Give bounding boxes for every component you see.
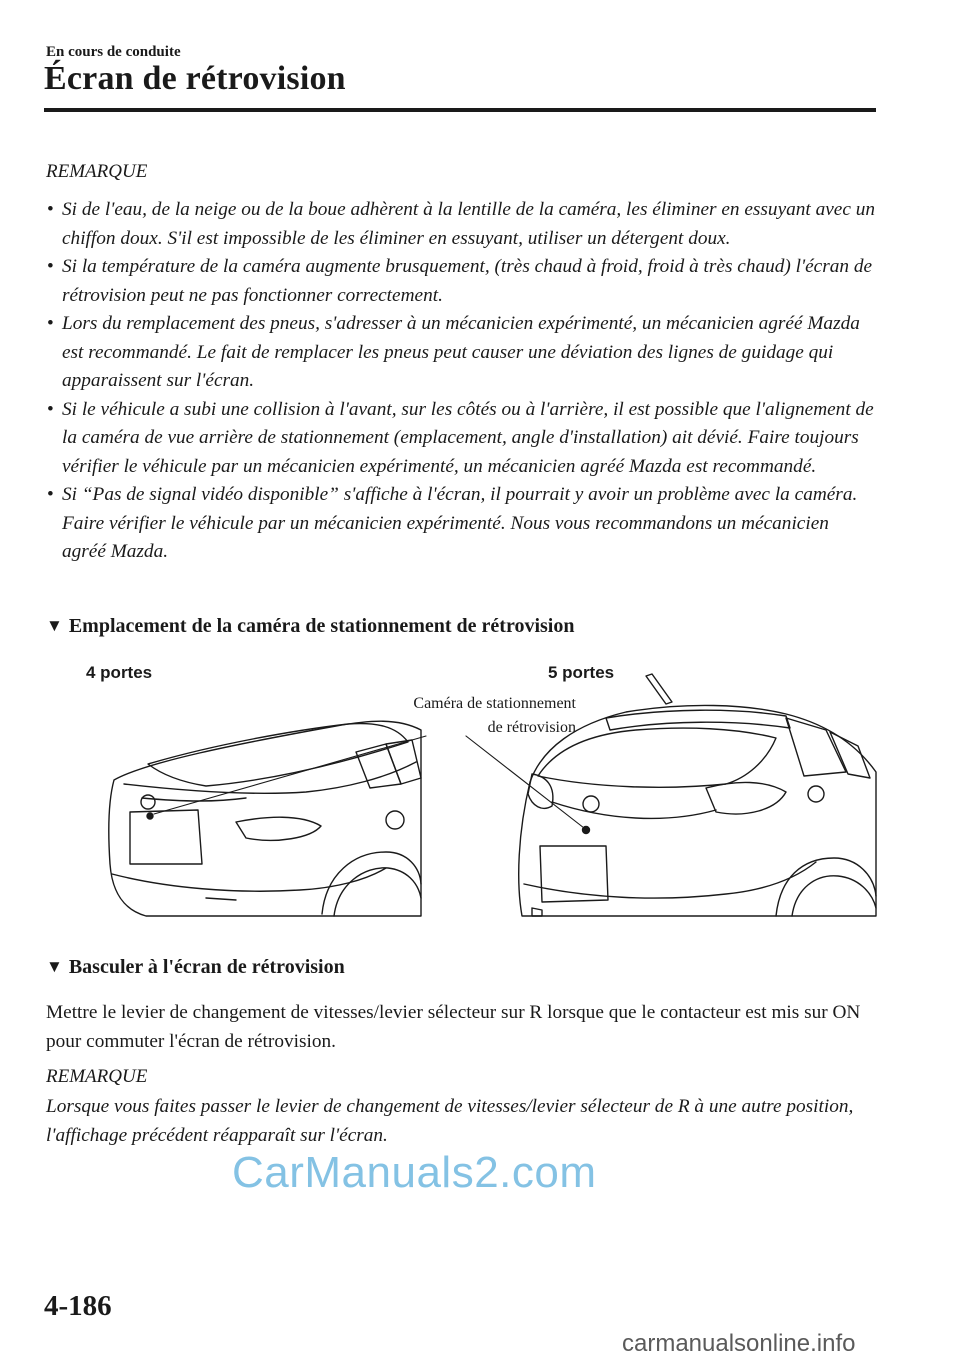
sedan-rear-window — [148, 724, 408, 786]
note-item-text: Lors du remplacement des pneus, s'adresser à un mécanicien expérimenté, un mécanicien agréé Mazda est recommandé. Le fait de remplacer les pneus peut causer une déviation des lignes de guidage qui apparaissent sur l'écran. — [62, 313, 860, 391]
camera-location-figure — [86, 652, 886, 940]
bullet-icon: • — [47, 313, 54, 334]
note-heading: REMARQUE — [46, 1066, 148, 1087]
note-item — [46, 396, 876, 482]
sedan-plate-recess — [130, 810, 202, 864]
sedan-rear-wheel — [334, 868, 421, 916]
note-list — [46, 196, 876, 567]
hatch-rear-window — [538, 728, 776, 787]
note-item — [46, 310, 876, 396]
hatch-fuel-door — [808, 786, 824, 802]
sedan-fuel-door — [386, 811, 404, 829]
sedan-taillight — [236, 817, 321, 840]
triangle-down-icon: ▼ — [46, 957, 63, 976]
note-item — [46, 481, 876, 567]
bullet-icon: • — [47, 256, 54, 277]
section-label: En cours de conduite — [46, 44, 181, 60]
page-number: 4-186 — [44, 1290, 112, 1322]
note-text: Lorsque vous faites passer le levier de changement de vitesses/levier sélecteur de R à une autre position, l'affichage précédent réapparaît sur l'écran. — [46, 1096, 854, 1146]
hatch-right-taillight — [706, 782, 786, 814]
section-heading-text: Basculer à l'écran de rétrovision — [68, 956, 345, 978]
callout-label-line-2: de rétrovision — [487, 719, 576, 736]
note-item — [46, 196, 876, 253]
hatch-emblem — [583, 796, 599, 812]
note-item-text: Si le véhicule a subi une collision à l'avant, sur les côtés ou à l'arrière, il est possible que l'alignement de la caméra de vue arrière de stationnement (emplacement, angle d'installation) ait dévié. Faire toujours vérifier le véhicule par un mécanicien expérimenté, un mécanicien agréé Mazda est recommandé. — [62, 398, 874, 477]
hatch-antenna — [646, 674, 672, 704]
hatch-rear-wheel-arch — [776, 858, 876, 916]
triangle-down-icon: ▼ — [46, 616, 63, 635]
watermark: CarManuals2.com — [232, 1148, 597, 1197]
section-heading-camera-location — [46, 615, 574, 638]
figure-label-4-portes: 4 portes — [86, 663, 153, 682]
section-heading-switch-screen — [46, 956, 345, 979]
note-heading: REMARQUE — [46, 161, 148, 182]
bullet-icon: • — [47, 199, 54, 220]
title-divider — [44, 108, 876, 112]
hatch-bumper — [524, 862, 816, 898]
note-item — [46, 253, 876, 310]
callout-label-line-1: Caméra de stationnement — [413, 695, 576, 712]
hatch-exhaust — [532, 908, 542, 916]
sedan-camera — [147, 813, 153, 819]
hatch-side-window-2 — [830, 732, 870, 778]
hatch-roof-spoiler — [606, 710, 790, 730]
switch-screen-body: Mettre le levier de changement de vitesses/levier sélecteur sur R lorsque que le contacteur est mis sur ON pour commuter l'écran de rétrovision. — [46, 1002, 861, 1052]
note-item-text: Si la température de la caméra augmente brusquement, (très chaud à froid, froid à très chaud) l'écran de rétrovision peut ne pas fonctionner correctement. — [62, 256, 873, 306]
section-heading-text: Emplacement de la caméra de stationnement de rétrovision — [68, 615, 575, 637]
figure-label-5-portes: 5 portes — [548, 663, 615, 682]
hatch-body — [519, 705, 876, 916]
hatch-rear-wheel — [792, 876, 876, 916]
bullet-icon: • — [47, 398, 54, 420]
sedan-spoiler — [142, 798, 246, 801]
sedan-emblem — [141, 795, 155, 809]
sedan-reflector — [206, 898, 236, 900]
footer-site-watermark: carmanualsonline.info — [622, 1330, 856, 1357]
bullet-icon: • — [47, 484, 54, 505]
page-title: Écran de rétrovision — [44, 60, 346, 97]
note-item-text: Si de l'eau, de la neige ou de la boue adhèrent à la lentille de la caméra, les éliminer en essuyant avec un chiffon doux. S'il est impossible de les éliminer en essuyant, utiliser un détergent doux. — [62, 199, 876, 249]
note-item-text: Si “Pas de signal vidéo disponible” s'affiche à l'écran, il pourrait y avoir un problème avec la caméra. Faire vérifier le véhicule par un mécanicien expérimenté. Nous vous recommandons un mécanicien agréé Mazda. — [62, 484, 858, 562]
hatch-tailgate — [552, 802, 716, 818]
